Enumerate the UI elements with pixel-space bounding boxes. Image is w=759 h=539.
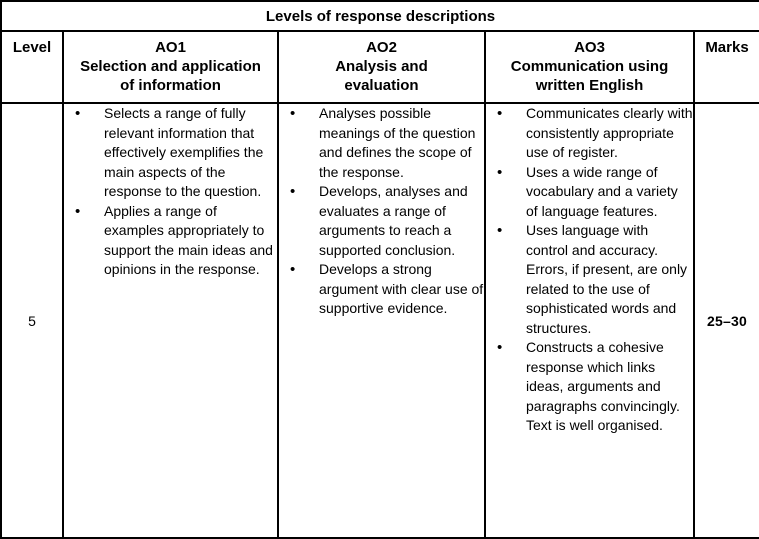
bullet-item: • Uses language with control and accuracy. Errors, if present, are only related to the use of sophisticated words and structures. — [486, 221, 693, 338]
column-header-level-label: Level — [12, 39, 52, 56]
bullet-item: • Develops, analyses and evaluates a range of arguments to reach a supported conclusion. — [279, 182, 484, 260]
column-header-ao2 — [278, 31, 485, 103]
bullet-item: • Applies a range of examples appropriately to support the main ideas and opinions in the response. — [64, 202, 277, 280]
bullet-item: • Selects a range of fully relevant information that effectively exemplifies the main aspects of the response to the question. — [64, 104, 277, 202]
column-header-marks-label: Marks — [705, 39, 749, 56]
bullet-item: • Uses a wide range of vocabulary and a variety of language features. — [486, 163, 693, 222]
title-row — [1, 1, 759, 31]
column-header-ao1-label: AO1 — [155, 39, 186, 56]
column-header-marks — [694, 31, 759, 103]
column-header-ao1-sublabel: Selection and application of information — [80, 58, 261, 94]
bullet-item: • Constructs a cohesive response which links ideas, arguments and paragraphs convincingly. Text is well organised. — [486, 338, 693, 436]
ao3-bullet-list — [486, 104, 693, 436]
column-header-level — [1, 31, 63, 103]
level-value: 5 — [1, 103, 63, 538]
ao1-cell — [63, 103, 278, 538]
bullet-item: • Develops a strong argument with clear use of supportive evidence. — [279, 260, 484, 319]
column-header-ao3-label: AO3 — [574, 39, 605, 56]
bullet-item: • Analyses possible meanings of the question and defines the scope of the response. — [279, 104, 484, 182]
table-title: Levels of response descriptions — [1, 1, 759, 31]
bullet-item: • Communicates clearly with consistently appropriate use of register. — [486, 104, 693, 163]
table-row-level-5 — [1, 103, 759, 538]
column-header-ao2-label: AO2 — [366, 39, 397, 56]
header-row — [1, 31, 759, 103]
ao2-cell — [278, 103, 485, 538]
column-header-ao1 — [63, 31, 278, 103]
ao1-bullet-list — [64, 104, 277, 280]
ao2-bullet-list — [279, 104, 484, 319]
column-header-ao2-sublabel: Analysis and evaluation — [335, 58, 428, 94]
marks-value: 25–30 — [694, 103, 759, 538]
ao3-cell — [485, 103, 694, 538]
column-header-ao3-sublabel: Communication using written English — [510, 58, 669, 94]
column-header-ao3 — [485, 31, 694, 103]
